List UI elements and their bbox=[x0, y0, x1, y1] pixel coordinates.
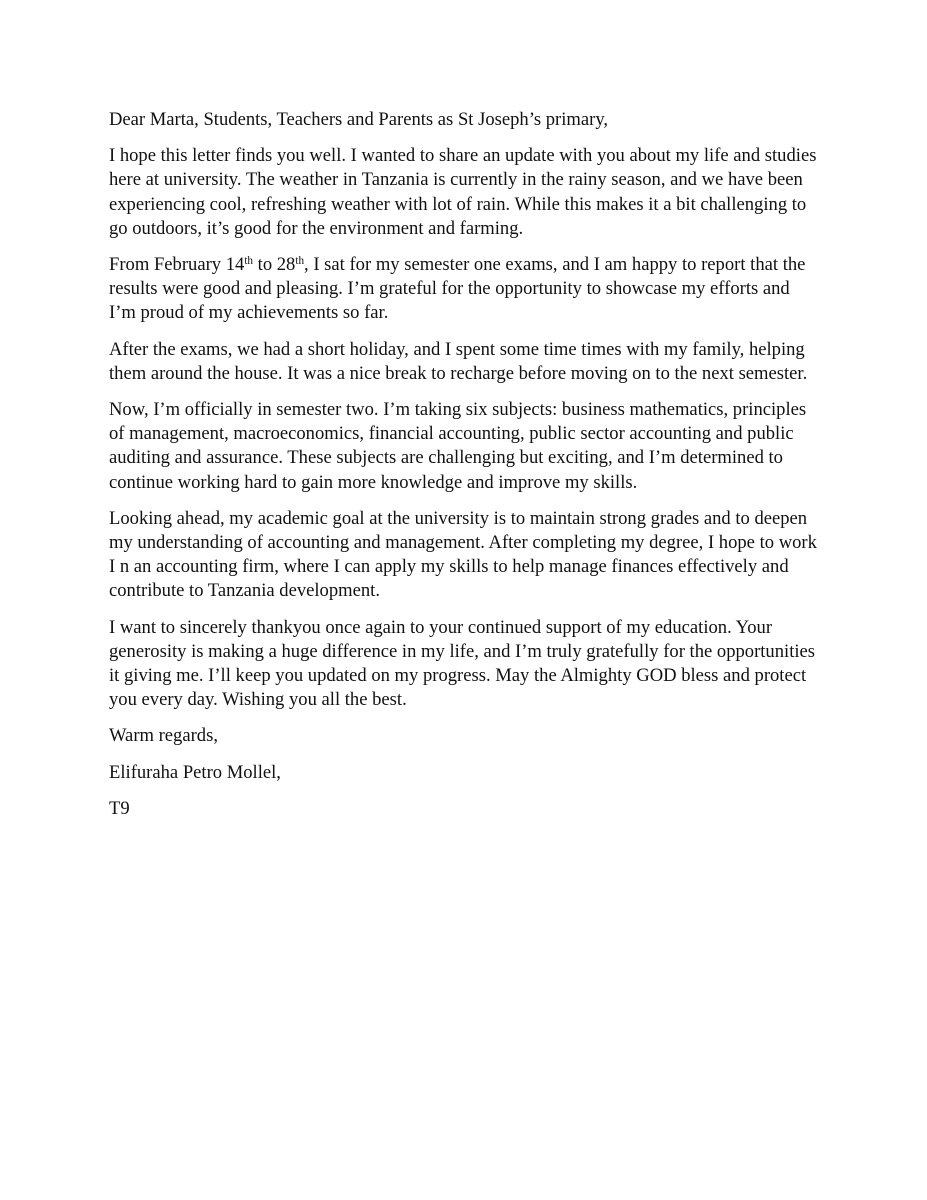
ordinal-suffix-2: th bbox=[295, 254, 305, 267]
exam-text-end: , I sat for my semester one exams, and I am happy to report that the results were good and pleasing. I’m grateful for the opportunity to showcase my efforts and I’m proud of my achievements so far. bbox=[109, 254, 806, 324]
paragraph-holiday: After the exams, we had a short holiday, and I spent some time times with my family, helping them around the house. It was a nice break to recharge before moving on to the next semester. bbox=[109, 338, 808, 384]
paragraph-weather: I hope this letter finds you well. I wanted to share an update with you about my life and studies here at university. The weather in Tanzania is currently in the rainy season, and we have been experiencing cool, refreshing weather with lot of rain. While this makes it a bit challenging to go outdoors, it’s good for the environment and farming. bbox=[109, 145, 817, 239]
exam-text-start: From February 14 bbox=[109, 254, 245, 276]
signature-name: Elifuraha Petro Mollel, bbox=[109, 761, 281, 783]
ordinal-suffix-1: th bbox=[244, 254, 253, 267]
paragraph-goals: Looking ahead, my academic goal at the university is to maintain strong grades and to deepen my understanding of accounting and management. After completing my degree, I hope to work I n an accounting firm, where I can apply my skills to help manage finances effectively and contribute to Tanzania development. bbox=[109, 507, 817, 602]
paragraph-exams bbox=[109, 253, 821, 326]
salutation: Dear Marta, Students, Teachers and Parents as St Joseph’s primary, bbox=[109, 109, 609, 130]
signature-code: T9 bbox=[109, 797, 130, 819]
exam-text-middle: to 28 bbox=[253, 254, 296, 276]
paragraph-thanks: I want to sincerely thankyou once again to your continued support of my education. Your generosity is making a huge difference in my life, and I’m truly gratefully for the opportunities it giving me. I’ll keep you updated on my progress. May the Almighty GOD bless and protect you every day. Wishing you all the best. bbox=[109, 616, 816, 711]
paragraph-semester-two: Now, I’m officially in semester two. I’m taking six subjects: business mathematics, principles of management, macroeconomics, financial accounting, public sector accounting and public auditing and assurance. These subjects are challenging but exciting, and I’m determined to continue working hard to gain more knowledge and improve my skills. bbox=[109, 399, 807, 493]
closing: Warm regards, bbox=[109, 725, 218, 747]
letter-body bbox=[109, 108, 821, 833]
